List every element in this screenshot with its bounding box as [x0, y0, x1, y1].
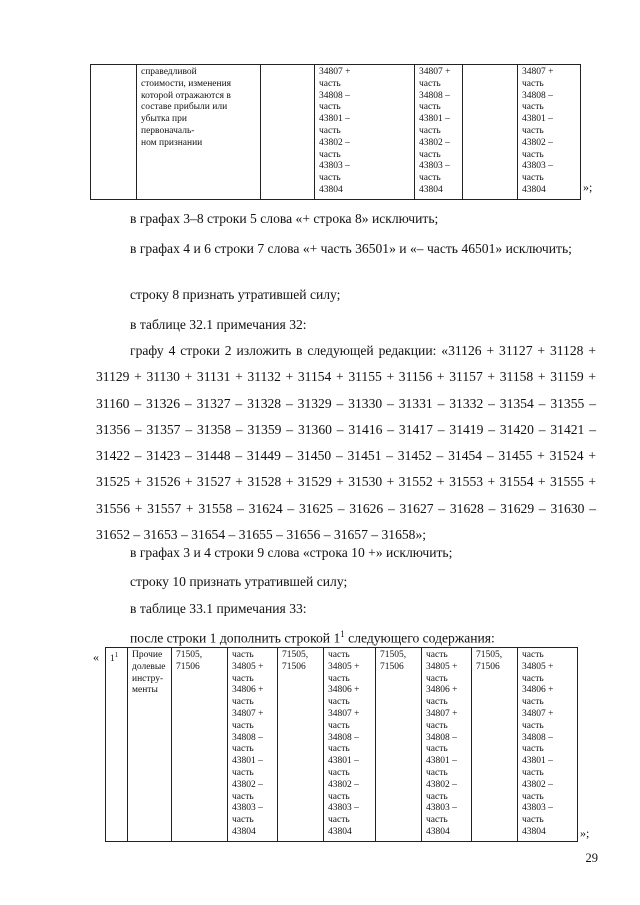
table-cell: 34807 + часть 34808 – часть 43801 – часть 43802 – часть 43803 – часть 43804	[315, 65, 415, 200]
table-cell: 71505, 71506	[376, 648, 422, 842]
table-cell: Прочие долевые инстру- менты	[128, 648, 172, 842]
paragraph: в таблице 33.1 примечания 33:	[130, 601, 307, 616]
paragraph: строку 10 признать утратившей силу;	[130, 574, 348, 589]
table-cell-row-number: $1^1$	[106, 648, 128, 842]
table-cell: 71505, 71506	[472, 648, 518, 842]
page-number: 29	[585, 851, 598, 865]
bottom-table-opening-quote: «	[93, 650, 99, 664]
table-cell: 71505, 71506	[172, 648, 228, 842]
paragraph: в графах 4 и 6 строки 7 слова «+ часть 36501» и «– часть 46501» исключить;	[130, 241, 572, 256]
bottom-table-closing-quote: »;	[580, 826, 590, 840]
table-row	[91, 65, 581, 200]
top-table	[90, 64, 581, 200]
table-cell: 34807 + часть 34808 – часть 43801 – часть 43802 – часть 43803 – часть 43804	[415, 65, 463, 200]
table-cell: часть 34805 + часть 34806 + часть 34807 + часть 34808 – часть 43801 – часть 43802 – часть 43803 – часть 43804	[422, 648, 472, 842]
table-cell: часть 34805 + часть 34806 + часть 34807 + часть 34808 – часть 43801 – часть 43802 – часть 43803 – часть 43804	[228, 648, 278, 842]
table-cell: справедливой стоимости, изменения которой отражаются в составе прибыли или убытка при первоначаль- ном признании	[137, 65, 261, 200]
table-cell	[463, 65, 518, 200]
paragraph-text: следующего содержания:	[344, 630, 495, 646]
bottom-table	[105, 647, 578, 842]
table-cell	[261, 65, 315, 200]
table-row	[106, 648, 578, 842]
top-table-closing-quote: »;	[583, 180, 593, 194]
superscript: 1	[340, 629, 345, 639]
table-cell	[91, 65, 137, 200]
table-cell: часть 34805 + часть 34806 + часть 34807 + часть 34808 – часть 43801 – часть 43802 – часть 43803 – часть 43804	[324, 648, 376, 842]
paragraph: в графах 3 и 4 строки 9 слова «строка 10 +» исключить;	[130, 545, 453, 560]
paragraph: в таблице 32.1 примечания 32:	[130, 317, 307, 332]
table-cell: 71505, 71506	[278, 648, 324, 842]
paragraph-text: после строки 1 дополнить строкой 1	[130, 630, 341, 646]
paragraph: графу 4 строки 2 изложить в следующей редакции: «31126 + 31127 + 31128 + 31129 + 31130 + 31131 + 31132 + 31154 + 31155 + 31156 + 31157 + 31158 + 31159 + 31160 – 31326 – 31327 – 31328 – 31329 – 31330 – 31331 – 31332 – 31354 – 31355 – 31356 – 31357 – 31358 – 31359 – 31360 – 31416 – 31417 – 31419 – 31420 – 31421 – 31422 – 31423 – 31448 – 31449 – 31450 – 31451 – 31452 – 31454 – 31455 + 31524 + 31525 + 31526 + 31527 + 31528 + 31529 + 31530 + 31552 + 31553 + 31554 + 31555 + 31556 + 31557 + 31558 – 31624 – 31625 – 31626 – 31627 – 31628 – 31629 – 31630 – 31652 – 31653 – 31654 – 31655 – 31656 – 31657 – 31658»;	[96, 343, 596, 543]
superscript: 1	[114, 651, 119, 659]
table-cell: часть 34805 + часть 34806 + часть 34807 + часть 34808 – часть 43801 – часть 43802 – часть 43803 – часть 43804	[518, 648, 578, 842]
paragraph: строку 8 признать утратившей силу;	[130, 287, 341, 302]
paragraph: в графах 3–8 строки 5 слова «+ строка 8» исключить;	[130, 211, 439, 226]
table-cell: 34807 + часть 34808 – часть 43801 – часть 43802 – часть 43803 – часть 43804	[518, 65, 581, 200]
